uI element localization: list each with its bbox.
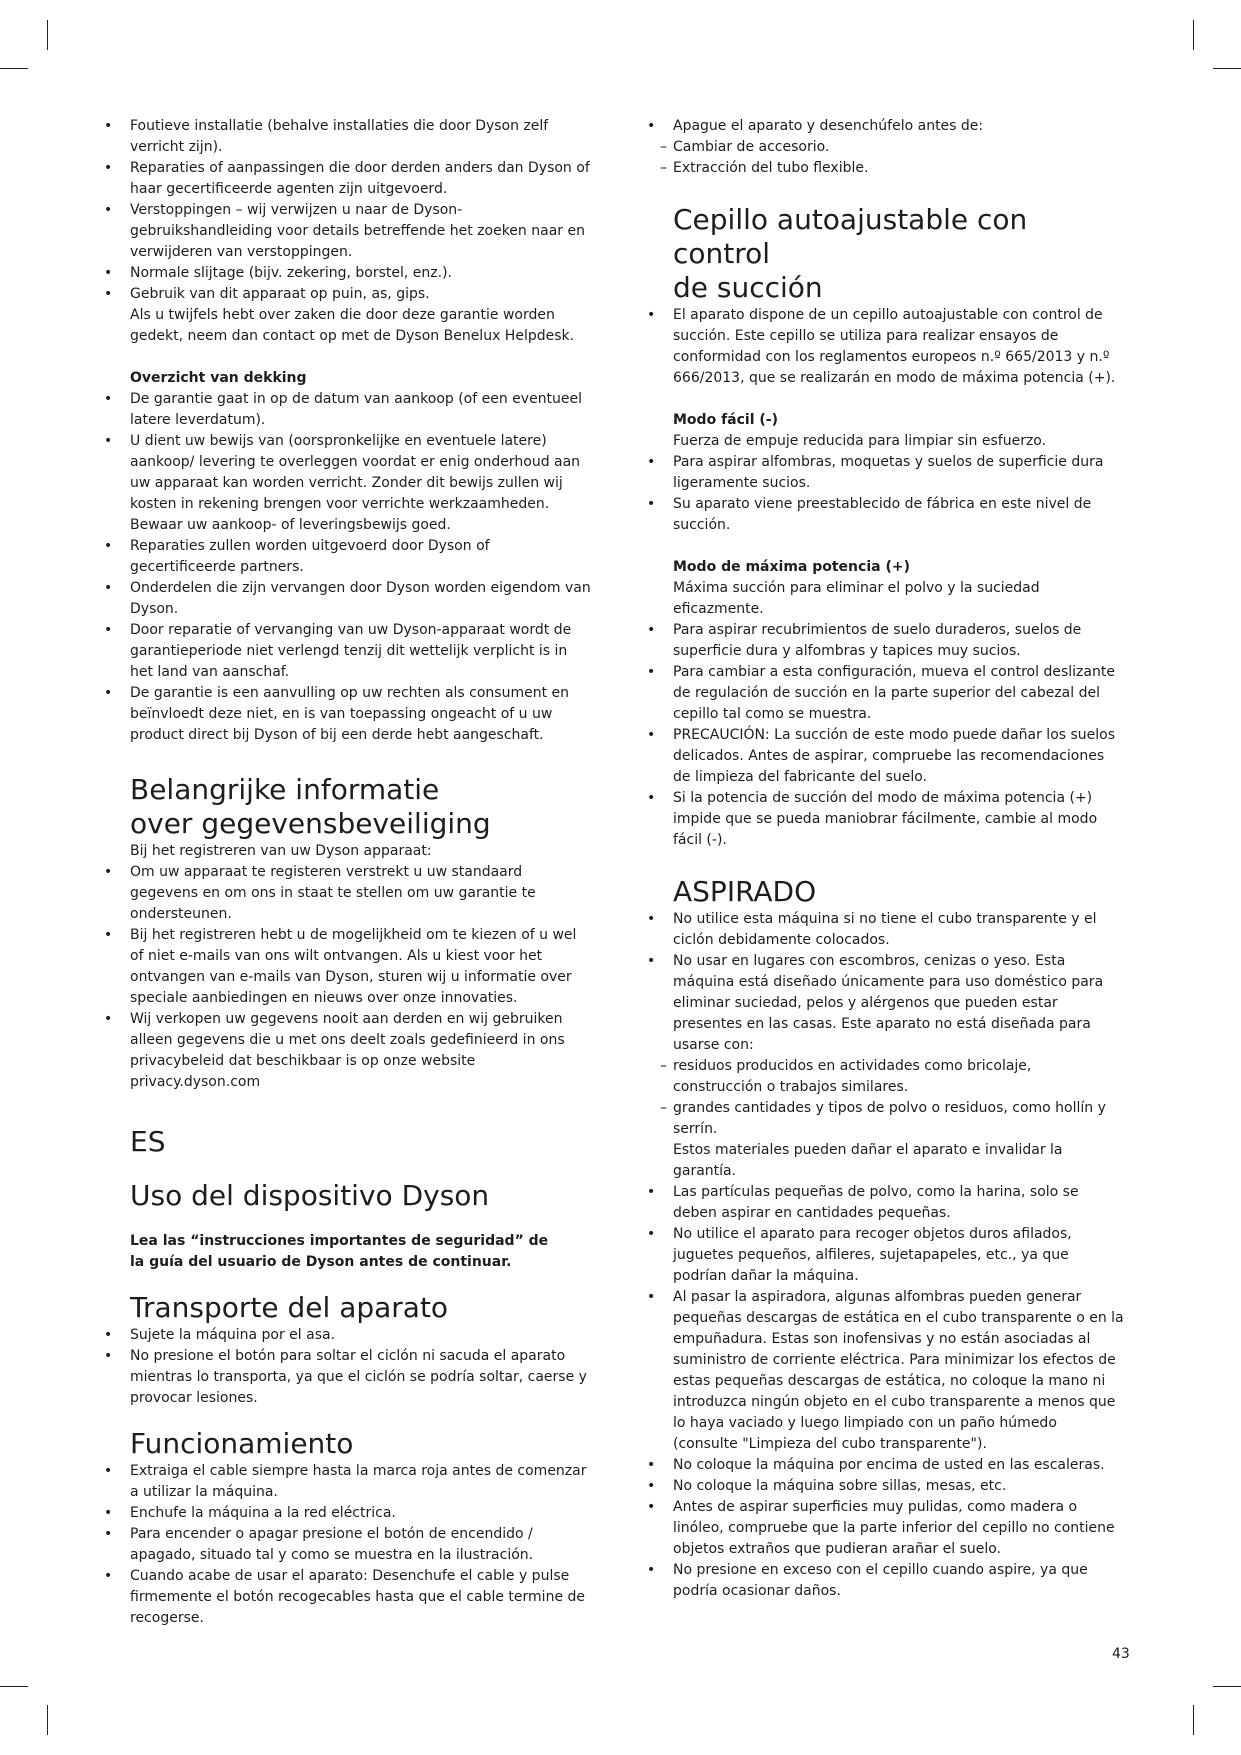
list-item: • No presione en exceso con el cepillo cuando aspire, ya que podría ocasionar daños. (647, 1560, 1125, 1602)
coverage-title: Overzicht van dekking (130, 370, 307, 386)
list-item: • Cuando acabe de usar el aparato: Desenchufe el cable y pulse firmemente el botón recogecables hasta que el cable termine de recogerse. (104, 1566, 592, 1629)
easy-mode-title: Modo fácil (-) (673, 412, 778, 428)
list-item: • Las partículas pequeñas de polvo, como la harina, solo se deben aspirar en cantidades pequeñas. (647, 1182, 1125, 1224)
list-item: • Verstoppingen – wij verwijzen u naar de Dyson-gebruikshandleiding voor details betreffende het zoeken naar en verwijderen van verstoppingen. (104, 200, 592, 263)
coverage-list (104, 389, 592, 746)
list-item: • Bij het registreren hebt u de mogelijkheid om te kiezen of u wel of niet e-mails van ons wilt ontvangen. Als u kiest voor het ontvangen van e-mails van Dyson, sturen wij u informatie over speciale aanbiedingen en nieuws over onze innovaties. (104, 925, 592, 1009)
brush-heading-line-1: Cepillo autoajustable con control (673, 203, 1028, 270)
list-item: • El aparato dispone de un cepillo autoajustable con control de succión. Este cepillo se utiliza para realizar ensayos de conformidad con los reglamentos europeos n.º 665/2013 y n.º 666/2013, que se realizarán en modo de máxima potencia (+). (647, 305, 1125, 389)
list-item: • Om uw apparaat te registeren verstrekt u uw standaard gegevens en om ons in staat te stellen om uw garantie te ondersteunen. (104, 862, 592, 925)
crop-mark-top-left-v (47, 20, 48, 50)
dash-item: – grandes cantidades y tipos de polvo o residuos, como hollín y serrín. (647, 1098, 1125, 1140)
list-item: • Wij verkopen uw gegevens nooit aan derden en wij gebruiken alleen gegevens die u met ons deelt zoals gedefinieerd in ons privacybeleid dat beschikbaar is op onze website privacy.dyson.com (104, 1009, 592, 1093)
operation-list (104, 1461, 592, 1629)
max-mode-list (647, 620, 1125, 851)
privacy-heading-line-2: over gegevensbeveiliging (130, 807, 491, 840)
list-item: • PRECAUCIÓN: La succión de este modo puede dañar los suelos delicados. Antes de aspirar, compruebe las recomendaciones de limpieza del fabricante del suelo. (647, 725, 1125, 788)
list-item: • Para cambiar a esta configuración, mueva el control deslizante de regulación de succión en la parte superior del cabezal del cepillo tal como se muestra. (647, 662, 1125, 725)
list-item: • No coloque la máquina por encima de usted en las escaleras. (647, 1455, 1125, 1476)
list-item: • Para aspirar alfombras, moquetas y suelos de superficie dura ligeramente sucios. (647, 452, 1125, 494)
crop-mark-bottom-left-h (0, 1686, 28, 1687)
crop-mark-top-right-v (1193, 20, 1194, 50)
max-mode-title: Modo de máxima potencia (+) (673, 559, 910, 575)
list-item: • No utilice el aparato para recoger objetos duros afilados, juguetes pequeños, alfileres, sujetapapeles, etc., ya que podrían dañar la máquina. (647, 1224, 1125, 1287)
brush-heading-line-2: de succión (673, 271, 823, 304)
dash-item: – Extracción del tubo flexible. (647, 158, 1125, 179)
list-item: • Extraiga el cable siempre hasta la marca roja antes de comenzar a utilizar la máquina. (104, 1461, 592, 1503)
list-item: • De garantie gaat in op de datum van aankoop (of een eventueel latere leverdatum). (104, 389, 592, 431)
crop-mark-bottom-right-v (1193, 1705, 1194, 1735)
list-item: • No utilice esta máquina si no tiene el cubo transparente y el ciclón debidamente colocados. (647, 909, 1125, 951)
list-item: • Apague el aparato y desenchúfelo antes de: (647, 116, 1125, 137)
list-item: • Para encender o apagar presione el botón de encendido / apagado, situado tal y como se muestra en la ilustración. (104, 1524, 592, 1566)
dash-item: – residuos producidos en actividades como bricolaje, construcción o trabajos similares. (647, 1056, 1125, 1098)
list-item: • De garantie is een aanvulling op uw rechten als consument en beïnvloedt deze niet, en is van toepassing ongeacht of u uw product direct bij Dyson of bij een derde hebt aangeschaft. (104, 683, 592, 746)
crop-mark-bottom-left-v (47, 1705, 48, 1735)
list-item: • No coloque la máquina sobre sillas, mesas, etc. (647, 1476, 1125, 1497)
list-item: • Sujete la máquina por el asa. (104, 1325, 592, 1346)
list-item: • Door reparatie of vervanging van uw Dyson-apparaat wordt de garantieperiode niet verlengd tenzij dit wettelijk verplicht is in het land van aanschaf. (104, 620, 592, 683)
unplug-list (647, 116, 1125, 179)
crop-mark-bottom-right-h (1213, 1686, 1241, 1687)
list-item: • No presione el botón para soltar el ciclón ni sacuda el aparato mientras lo transporta, ya que el ciclón se podría soltar, caerse y provocar lesiones. (104, 1346, 592, 1409)
language-code: ES (130, 1125, 166, 1158)
crop-mark-top-left-h (0, 68, 28, 69)
left-column (104, 116, 592, 1629)
vacuum-heading: ASPIRADO (673, 875, 817, 908)
safety-note-line-2: la guía del usuario de Dyson antes de continuar. (130, 1254, 512, 1270)
list-item: • Su aparato viene preestablecido de fábrica en este nivel de succión. (647, 494, 1125, 536)
use-heading: Uso del dispositivo Dyson (130, 1179, 490, 1212)
list-item: • Onderdelen die zijn vervangen door Dyson worden eigendom van Dyson. (104, 578, 592, 620)
list-item: • Reparaties zullen worden uitgevoerd door Dyson of gecertificeerde partners. (104, 536, 592, 578)
warranty-exclusions-list (104, 116, 592, 305)
easy-mode-description: Fuerza de empuje reducida para limpiar sin esfuerzo. (673, 433, 1047, 449)
privacy-list (104, 862, 592, 1093)
list-item: • Antes de aspirar superficies muy pulidas, como madera o linóleo, compruebe que la parte inferior del cepillo no contiene objetos extraños que pudieran arañar el suelo. (647, 1497, 1125, 1560)
list-item: • Si la potencia de succión del modo de máxima potencia (+) impide que se pueda maniobrar fácilmente, cambie al modo fácil (-). (647, 788, 1125, 851)
list-item: • Reparaties of aanpassingen die door derden anders dan Dyson of haar gecertificeerde agenten zijn uitgevoerd. (104, 158, 592, 200)
transport-list (104, 1325, 592, 1409)
privacy-heading-line-1: Belangrijke informatie (130, 773, 440, 806)
privacy-intro: Bij het registreren van uw Dyson apparaat: (130, 843, 432, 859)
easy-mode-list (647, 452, 1125, 536)
list-item: • Foutieve installatie (behalve installaties die door Dyson zelf verricht zijn). (104, 116, 592, 158)
list-item: • Para aspirar recubrimientos de suelo duraderos, suelos de superficie dura y alfombras y tapices muy sucios. (647, 620, 1125, 662)
page-number: 43 (1112, 1646, 1130, 1662)
vacuum-list-rest (647, 1182, 1125, 1602)
right-column (647, 116, 1125, 1602)
vacuum-list (647, 909, 1125, 1140)
transport-heading: Transporte del aparato (130, 1291, 449, 1324)
list-item: • Al pasar la aspiradora, algunas alfombras pueden generar pequeñas descargas de estática en el cubo transparente o en la empuñadura. Estas son inofensivas y no están asociadas al suministro de corriente eléctrica. Para minimizar los efectos de estas pequeñas descargas de estática, no coloque la mano ni introduzca ningún objeto en el cubo transparente a menos que lo haya vaciado y luego limpiado con un paño húmedo (consulte "Limpieza del cubo transparente"). (647, 1287, 1125, 1455)
list-item: • No usar en lugares con escombros, cenizas o yeso. Esta máquina está diseñado únicamente para uso doméstico para eliminar suciedad, pelos y alérgenos que pueden estar presentes en las casas. Este aparato no está diseñada para usarse con: (647, 951, 1125, 1056)
list-item: • U dient uw bewijs van (oorspronkelijke en eventuele latere) aankoop/ levering te overleggen voordat er enig onderhoud aan uw apparaat kan worden verricht. Zonder dit bewijs zullen wij kosten in rekening brengen voor verrichte werkzaamheden. Bewaar uw aankoop- of leveringsbewijs goed. (104, 431, 592, 536)
brush-list (647, 305, 1125, 389)
list-item: • Normale slijtage (bijv. zekering, borstel, enz.). (104, 263, 592, 284)
list-item: • Gebruik van dit apparaat op puin, as, gips. (104, 284, 592, 305)
dash-item: – Cambiar de accesorio. (647, 137, 1125, 158)
operation-heading: Funcionamiento (130, 1427, 354, 1460)
helpdesk-note: Als u twijfels hebt over zaken die door deze garantie worden gedekt, neem dan contact op met de Dyson Benelux Helpdesk. (130, 307, 575, 344)
max-mode-description: Máxima succión para eliminar el polvo y la suciedad eficazmente. (673, 580, 1040, 617)
crop-mark-top-right-h (1213, 68, 1241, 69)
safety-note-line-1: Lea las “instrucciones importantes de seguridad” de (130, 1233, 549, 1249)
list-item: • Enchufe la máquina a la red eléctrica. (104, 1503, 592, 1524)
vacuum-materials-note: Estos materiales pueden dañar el aparato e invalidar la garantía. (673, 1142, 1063, 1179)
